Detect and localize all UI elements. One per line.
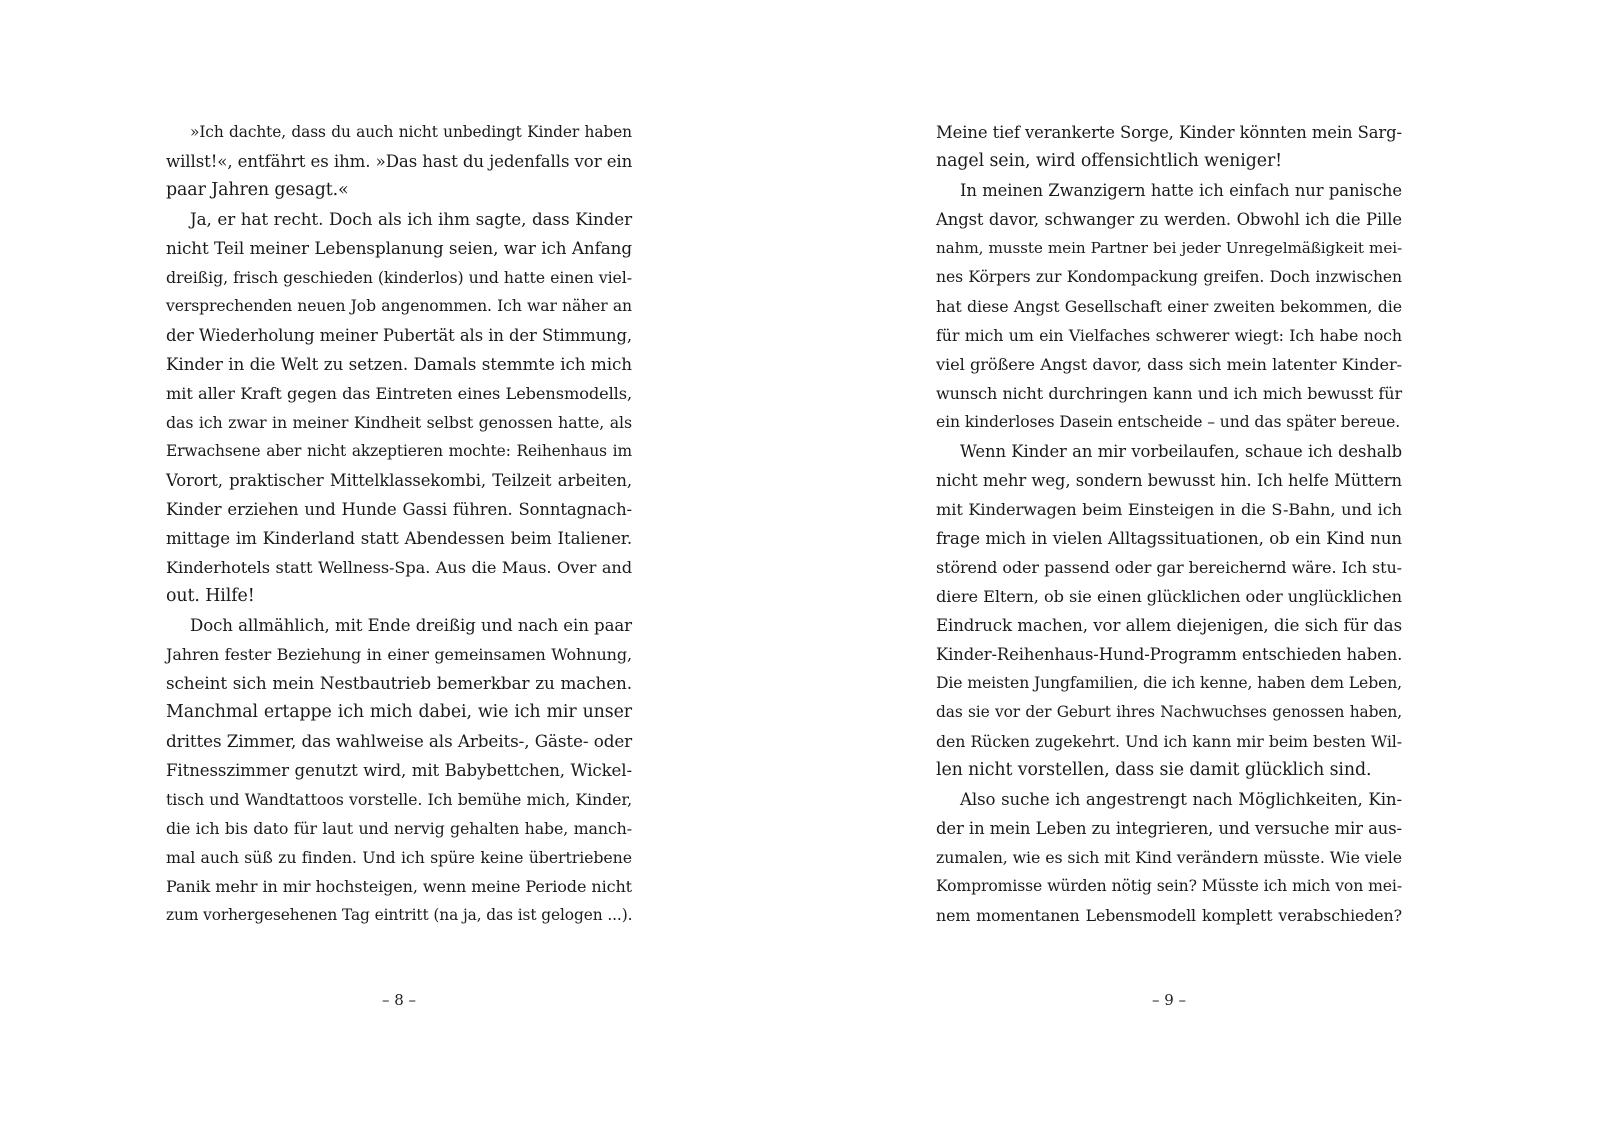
- text-line: Also suche ich angestrengt nach Möglichkeiten, Kin-: [960, 790, 1402, 809]
- right-page-text: [936, 118, 1402, 930]
- text-line: out. Hilfe!: [166, 586, 255, 606]
- text-line: Kinder erziehen und Hunde Gassi führen. Sonntagnach-: [166, 500, 632, 519]
- text-line: Meine tief verankerte Sorge, Kinder könnten mein Sarg-: [936, 123, 1402, 142]
- text-line: tisch und Wandtattoos vorstelle. Ich bemühe mich, Kinder,: [166, 790, 632, 809]
- text-line: mittage im Kinderland statt Abendessen beim Italiener.: [166, 529, 632, 548]
- text-line: zumalen, wie es sich mit Kind verändern müsste. Wie viele: [936, 848, 1402, 867]
- text-line: mit Kinderwagen beim Einsteigen in die S-Bahn, und ich: [936, 500, 1402, 519]
- text-line: wunsch nicht durchringen kann und ich mich bewusst für: [936, 384, 1402, 403]
- text-line: nicht mehr weg, sondern bewusst hin. Ich helfe Müttern: [936, 471, 1402, 490]
- text-line: Vorort, praktischer Mittelklassekombi, Teilzeit arbeiten,: [166, 471, 632, 490]
- text-line: die ich bis dato für laut und nervig gehalten habe, manch-: [166, 819, 632, 838]
- text-line: nagel sein, wird offensichtlich weniger!: [936, 151, 1283, 171]
- text-line: nicht Teil meiner Lebensplanung seien, war ich Anfang: [166, 238, 632, 258]
- text-line: Kinder-Reihenhaus-Hund-Programm entschieden haben.: [936, 645, 1403, 664]
- text-line: Angst davor, schwanger zu werden. Obwohl ich die Pille: [936, 210, 1402, 229]
- page-number-right: – 9 –: [1151, 991, 1187, 1009]
- text-line: Eindruck machen, vor allem diejenigen, die sich für das: [936, 616, 1402, 635]
- text-line: viel größere Angst davor, dass sich mein latenter Kinder-: [936, 355, 1402, 374]
- text-line: mit aller Kraft gegen das Eintreten eines Lebensmodells,: [166, 384, 632, 403]
- text-line: diere Eltern, ob sie einen glücklichen oder unglücklichen: [936, 587, 1402, 606]
- text-line: scheint sich mein Nestbautrieb bemerkbar zu machen.: [166, 673, 632, 693]
- text-line: Doch allmählich, mit Ende dreißig und nach ein paar: [190, 616, 632, 635]
- text-line: Fitnesszimmer genutzt wird, mit Babybettchen, Wickel-: [166, 761, 632, 780]
- left-page: [166, 118, 632, 1078]
- text-line: Erwachsene aber nicht akzeptieren mochte: Reihenhaus im: [166, 442, 632, 460]
- text-line: Panik mehr in mir hochsteigen, wenn meine Periode nicht: [166, 877, 632, 896]
- text-line: len nicht vorstellen, dass sie damit glücklich sind.: [936, 760, 1372, 780]
- text-line: Jahren fester Beziehung in einer gemeinsamen Wohnung,: [166, 645, 632, 664]
- text-line: willst!«, entfährt es ihm. »Das hast du jedenfalls vor ein: [166, 152, 633, 171]
- text-line: »Ich dachte, dass du auch nicht unbedingt Kinder haben: [190, 123, 632, 141]
- text-line: Die meisten Jungfamilien, die ich kenne, haben dem Leben,: [936, 674, 1402, 692]
- right-page: [936, 118, 1402, 1078]
- text-line: dreißig, frisch geschieden (kinderlos) und hatte einen viel-: [166, 268, 632, 287]
- text-line: den Rücken zugekehrt. Und ich kann mir beim besten Wil-: [936, 732, 1402, 751]
- text-line: ein kinderloses Dasein entscheide – und das später bereue.: [936, 413, 1401, 431]
- text-line: zum vorhergesehenen Tag eintritt (na ja, das ist gelogen ...).: [166, 906, 633, 924]
- text-line: der in mein Leben zu integrieren, und versuche mir aus-: [936, 819, 1402, 838]
- text-line: paar Jahren gesagt.«: [166, 180, 349, 200]
- text-line: Kompromisse würden nötig sein? Müsste ich mich von mei-: [936, 877, 1402, 895]
- text-line: In meinen Zwanzigern hatte ich einfach nur panische: [960, 181, 1402, 200]
- text-line: Ja, er hat recht. Doch als ich ihm sagte, dass Kinder: [190, 209, 632, 229]
- text-line: das sie vor der Geburt ihres Nachwuchses genossen haben,: [936, 703, 1402, 721]
- text-line: nes Körpers zur Kondompackung greifen. Doch inzwischen: [936, 268, 1402, 286]
- text-line: frage mich in vielen Alltagssituationen, ob ein Kind nun: [936, 529, 1402, 548]
- text-line: drittes Zimmer, das wahlweise als Arbeits-, Gäste- oder: [166, 731, 633, 751]
- text-line: das ich zwar in meiner Kindheit selbst genossen hatte, als: [166, 413, 632, 432]
- text-line: mal auch süß zu finden. Und ich spüre keine übertriebene: [166, 848, 632, 867]
- text-line: der Wiederholung meiner Pubertät als in der Stimmung,: [166, 326, 632, 345]
- text-line: nahm, musste mein Partner bei jeder Unregelmäßigkeit mei-: [936, 239, 1402, 257]
- left-page-text: [166, 118, 632, 930]
- text-line: hat diese Angst Gesellschaft einer zweiten bekommen, die: [936, 297, 1402, 316]
- text-line: für mich um ein Vielfaches schwerer wiegt: Ich habe noch: [936, 326, 1402, 345]
- text-line: Manchmal ertappe ich mich dabei, wie ich mir unser: [166, 702, 632, 722]
- text-line: nem momentanen Lebensmodell komplett verabschieden?: [936, 906, 1402, 925]
- text-line: Kinderhotels statt Wellness-Spa. Aus die Maus. Over and: [166, 558, 632, 577]
- text-line: störend oder passend oder gar bereichernd wäre. Ich stu-: [936, 558, 1402, 577]
- text-line: Kinder in die Welt zu setzen. Damals stemmte ich mich: [166, 354, 632, 374]
- text-line: versprechenden neuen Job angenommen. Ich war näher an: [166, 297, 632, 315]
- page-number-left: – 8 –: [381, 991, 417, 1009]
- text-line: Wenn Kinder an mir vorbeilaufen, schaue ich deshalb: [960, 442, 1402, 461]
